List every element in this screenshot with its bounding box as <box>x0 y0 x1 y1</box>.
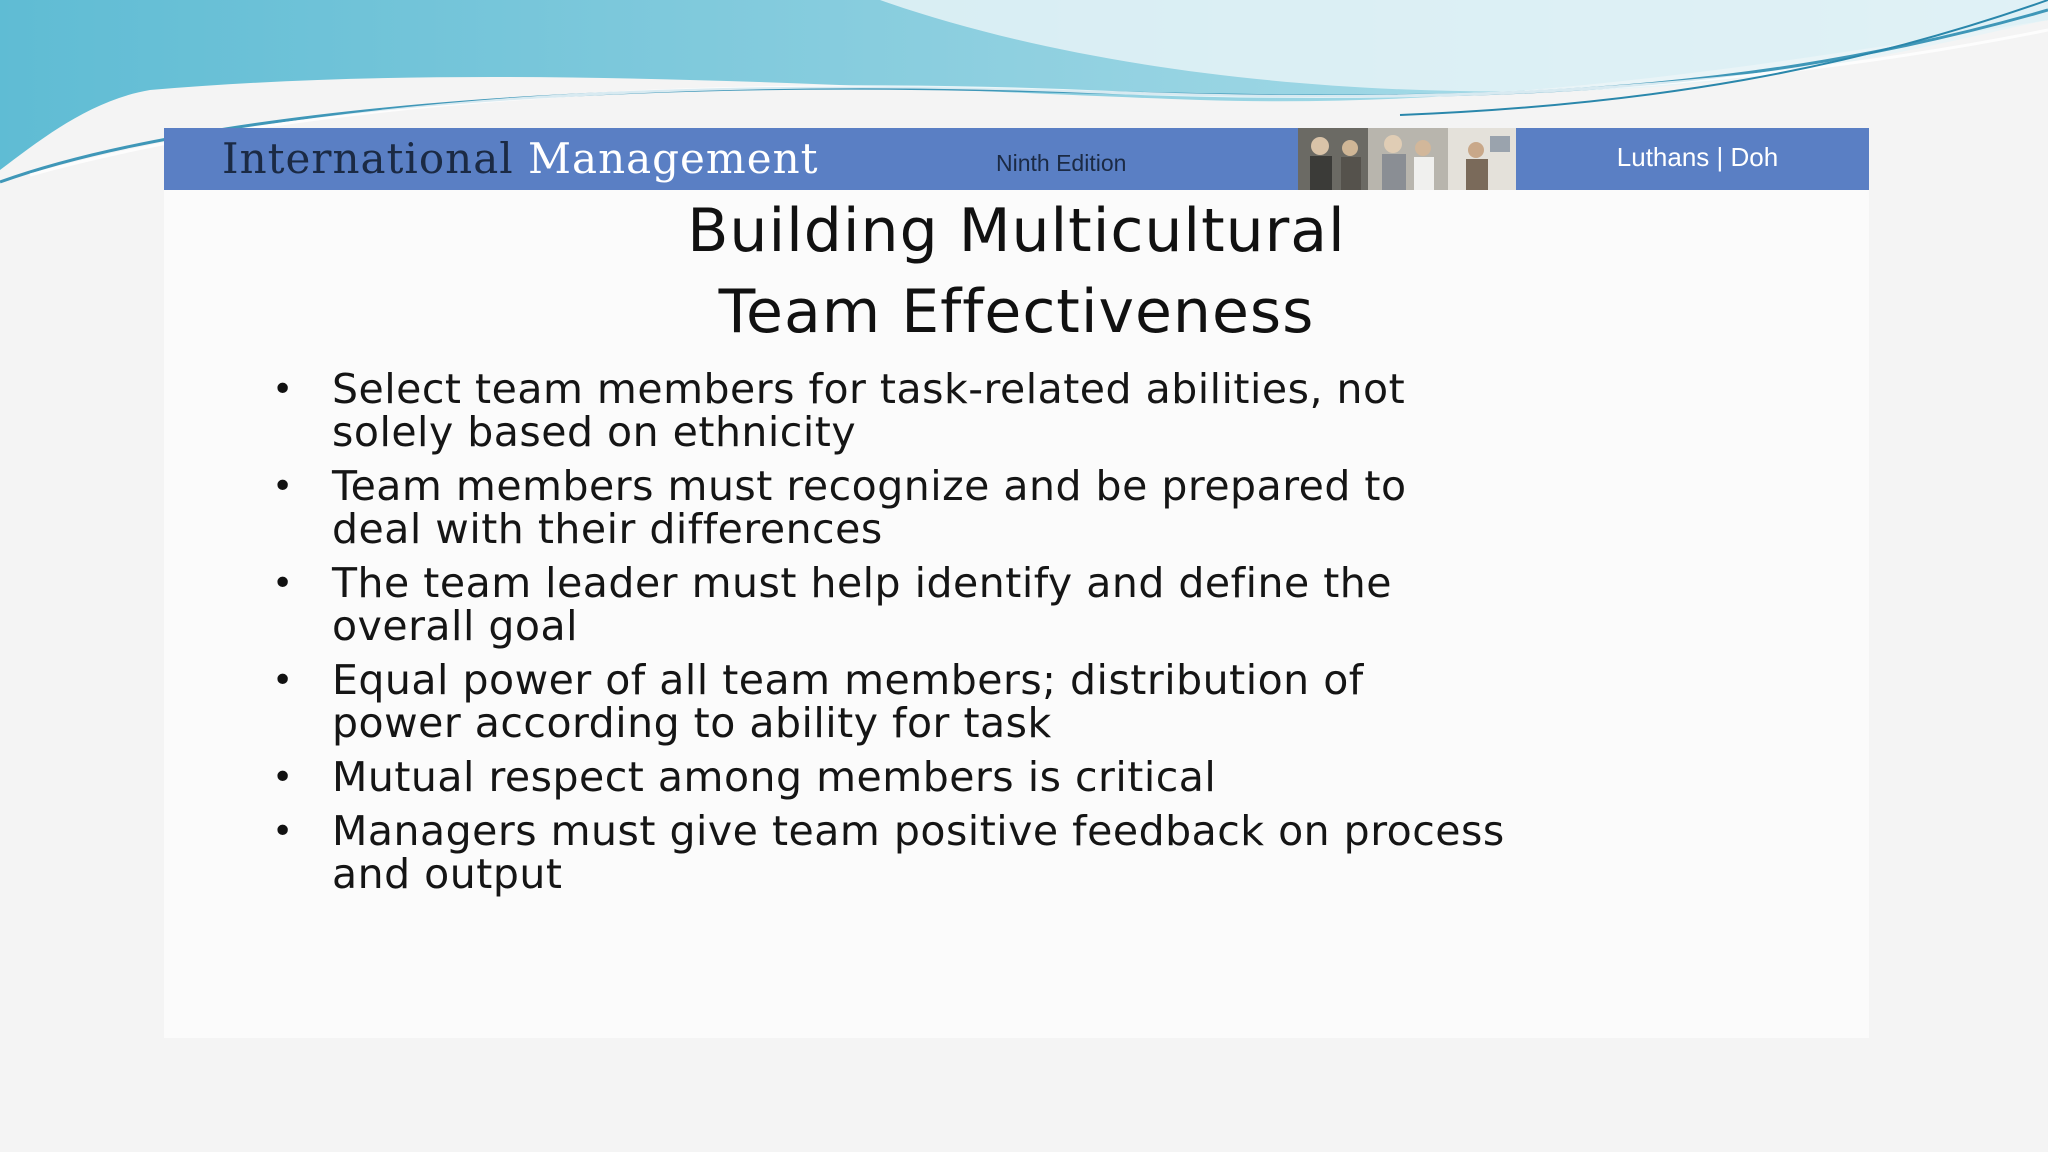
bullet-text-line1: Team members must recognize and be prepared to <box>332 462 1407 510</box>
bullet-item <box>268 365 1788 456</box>
bullet-item <box>268 559 1788 650</box>
bullet-item <box>268 656 1788 747</box>
bullet-item <box>268 753 1788 801</box>
people-photo-icon <box>1298 128 1516 190</box>
bullet-dot-icon: • <box>272 466 294 507</box>
bullet-text-line1: Select team members for task-related abilities, not <box>332 365 1406 413</box>
bullet-text-line2: solely based on ethnicity <box>332 408 857 456</box>
bullet-dot-icon: • <box>272 757 294 798</box>
bullet-item <box>268 807 1788 898</box>
bullet-text-line1: Mutual respect among members is critical <box>332 753 1217 801</box>
bullet-dot-icon: • <box>272 563 294 604</box>
bullet-text-line2: power according to ability for task <box>332 699 1052 747</box>
slide-title-line2: Team Effectiveness <box>718 277 1315 347</box>
slide <box>164 128 1869 1038</box>
bullet-dot-icon: • <box>272 660 294 701</box>
slide-title-line1: Building Multicultural <box>687 196 1346 266</box>
bullet-text-line1: Equal power of all team members; distribution of <box>332 656 1364 704</box>
bullet-text-line2: and output <box>332 850 563 898</box>
bullet-dot-icon: • <box>272 811 294 852</box>
edition-label: Ninth Edition <box>996 150 1127 176</box>
bullet-text-line1: Managers must give team positive feedback on process <box>332 807 1505 855</box>
bullet-item <box>268 462 1788 553</box>
bullet-text-line1: The team leader must help identify and define the <box>332 559 1392 607</box>
authors-label: Luthans | Doh <box>1526 128 1869 190</box>
book-title <box>222 132 819 186</box>
bullet-text-line2: deal with their differences <box>332 505 883 553</box>
bullet-dot-icon: • <box>272 369 294 410</box>
bullet-list <box>268 365 1788 907</box>
book-title-part2: Management <box>528 134 819 183</box>
bullet-text-line2: overall goal <box>332 602 578 650</box>
slide-title <box>164 191 1869 353</box>
book-title-part1: International <box>222 134 514 183</box>
